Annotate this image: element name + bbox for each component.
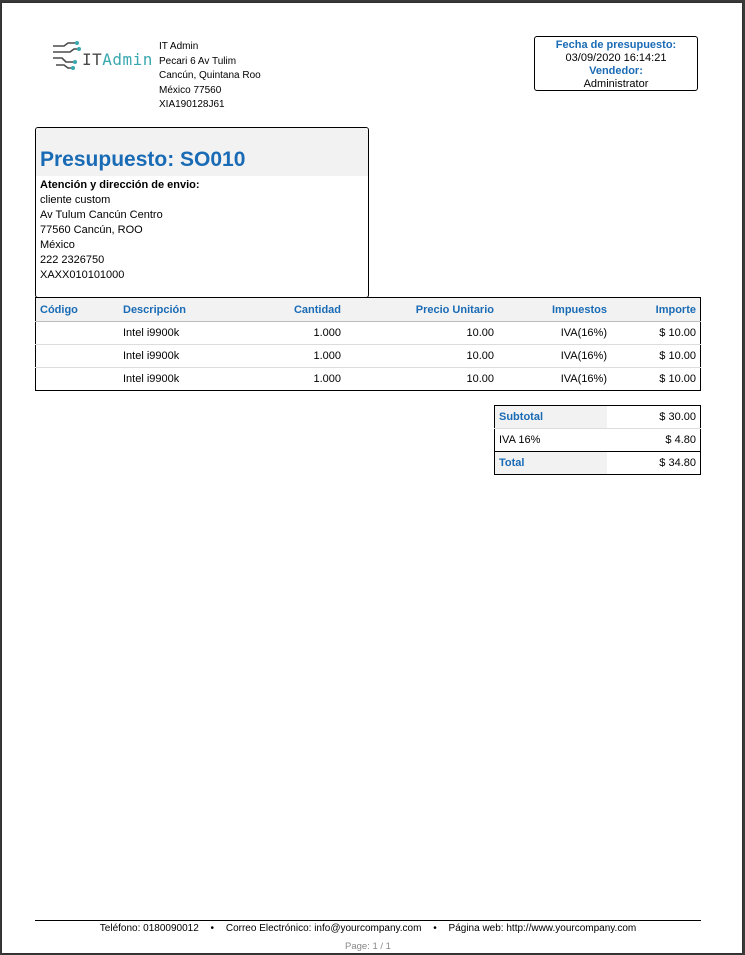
date-value: 03/09/2020 16:14:21: [565, 52, 667, 64]
customer-name: cliente custom: [40, 194, 111, 206]
col-header-code: Código: [36, 298, 120, 322]
total-row: [495, 452, 701, 475]
cell-description: Intel i9900k: [123, 373, 180, 385]
footer-divider: [35, 920, 701, 921]
total-label: Total: [495, 452, 608, 475]
cell-amount: $ 10.00: [659, 373, 696, 385]
footer-email: Correo Electrónico: info@yourcompany.com: [225, 923, 422, 934]
cell-description: Intel i9900k: [119, 322, 247, 345]
cell-code: [36, 322, 120, 345]
footer-contact: [35, 923, 701, 935]
total-value: $ 34.80: [607, 452, 701, 475]
customer-city: 77560 Cancún, ROO: [40, 224, 143, 236]
footer-separator: •: [210, 923, 215, 934]
cell-amount: $ 10.00: [611, 345, 701, 368]
company-address: [159, 40, 261, 113]
cell-unit-price: 10.00: [466, 373, 494, 385]
table-row: [36, 345, 701, 368]
customer-street: Av Tulum Cancún Centro: [40, 209, 163, 221]
seller-value: Administrator: [583, 78, 649, 90]
col-header-unit-price: Precio Unitario: [345, 298, 498, 322]
cell-description: Intel i9900k: [119, 345, 247, 368]
cell-unit-price: 10.00: [345, 322, 498, 345]
items-header-row: [36, 298, 701, 322]
cell-taxes: IVA(16%): [498, 345, 611, 368]
cell-quantity: 1.000: [313, 373, 341, 385]
col-header-amount: Importe: [611, 298, 701, 322]
totals-table: [494, 405, 701, 475]
table-row: [36, 322, 701, 345]
tax-value: $ 4.80: [607, 429, 701, 452]
cell-taxes: IVA(16%): [498, 322, 611, 345]
customer-details: [36, 178, 368, 283]
table-row: [36, 368, 701, 391]
tax-row: [495, 429, 701, 452]
customer-rfc: XAXX010101000: [40, 269, 125, 281]
cell-quantity: 1.000: [247, 345, 345, 368]
subtotal-row: [495, 406, 701, 429]
logo-text-admin: Admin: [102, 50, 153, 69]
company-street: Pecari 6 Av Tulim: [159, 55, 237, 67]
company-city: Cancún, Quintana Roo: [159, 70, 261, 82]
customer-phone: 222 2326750: [40, 254, 105, 266]
col-header-quantity: Cantidad: [247, 298, 345, 322]
document-page: [2, 3, 742, 953]
quote-date-box: [534, 36, 698, 91]
subtotal-value: $ 30.00: [659, 411, 696, 423]
customer-box: [35, 127, 369, 298]
circuit-logo-icon: [50, 40, 82, 72]
footer-web: Página web: http://www.yourcompany.com: [448, 923, 637, 934]
cell-code: [36, 368, 120, 391]
col-header-description: Descripción: [119, 298, 247, 322]
customer-country: México: [40, 239, 75, 251]
company-name: IT Admin: [159, 41, 199, 52]
logo-wordmark: [82, 50, 153, 69]
seller-label: Vendedor:: [589, 65, 643, 77]
cell-quantity: 1.000: [247, 322, 345, 345]
cell-amount: $ 10.00: [611, 322, 701, 345]
quote-title: Presupuesto: SO010: [36, 128, 368, 176]
col-header-taxes: Impuestos: [498, 298, 611, 322]
page-number: Page: 1 / 1: [345, 941, 391, 952]
cell-taxes: IVA(16%): [560, 373, 607, 385]
items-table: [35, 297, 701, 391]
company-country-zip: México 77560: [159, 84, 222, 96]
attention-label: Atención y dirección de envio:: [40, 179, 200, 191]
footer-separator: •: [433, 923, 437, 934]
logo-text-it: IT: [82, 50, 103, 69]
cell-unit-price: 10.00: [345, 345, 498, 368]
company-logo: [50, 40, 155, 72]
tax-label: IVA 16%: [495, 429, 608, 452]
date-label: Fecha de presupuesto:: [555, 39, 677, 51]
cell-code: [36, 345, 120, 368]
company-rfc: XIA190128J61: [159, 99, 225, 111]
footer-phone: Teléfono: 0180090012: [99, 923, 199, 934]
subtotal-label: Subtotal: [495, 406, 608, 429]
